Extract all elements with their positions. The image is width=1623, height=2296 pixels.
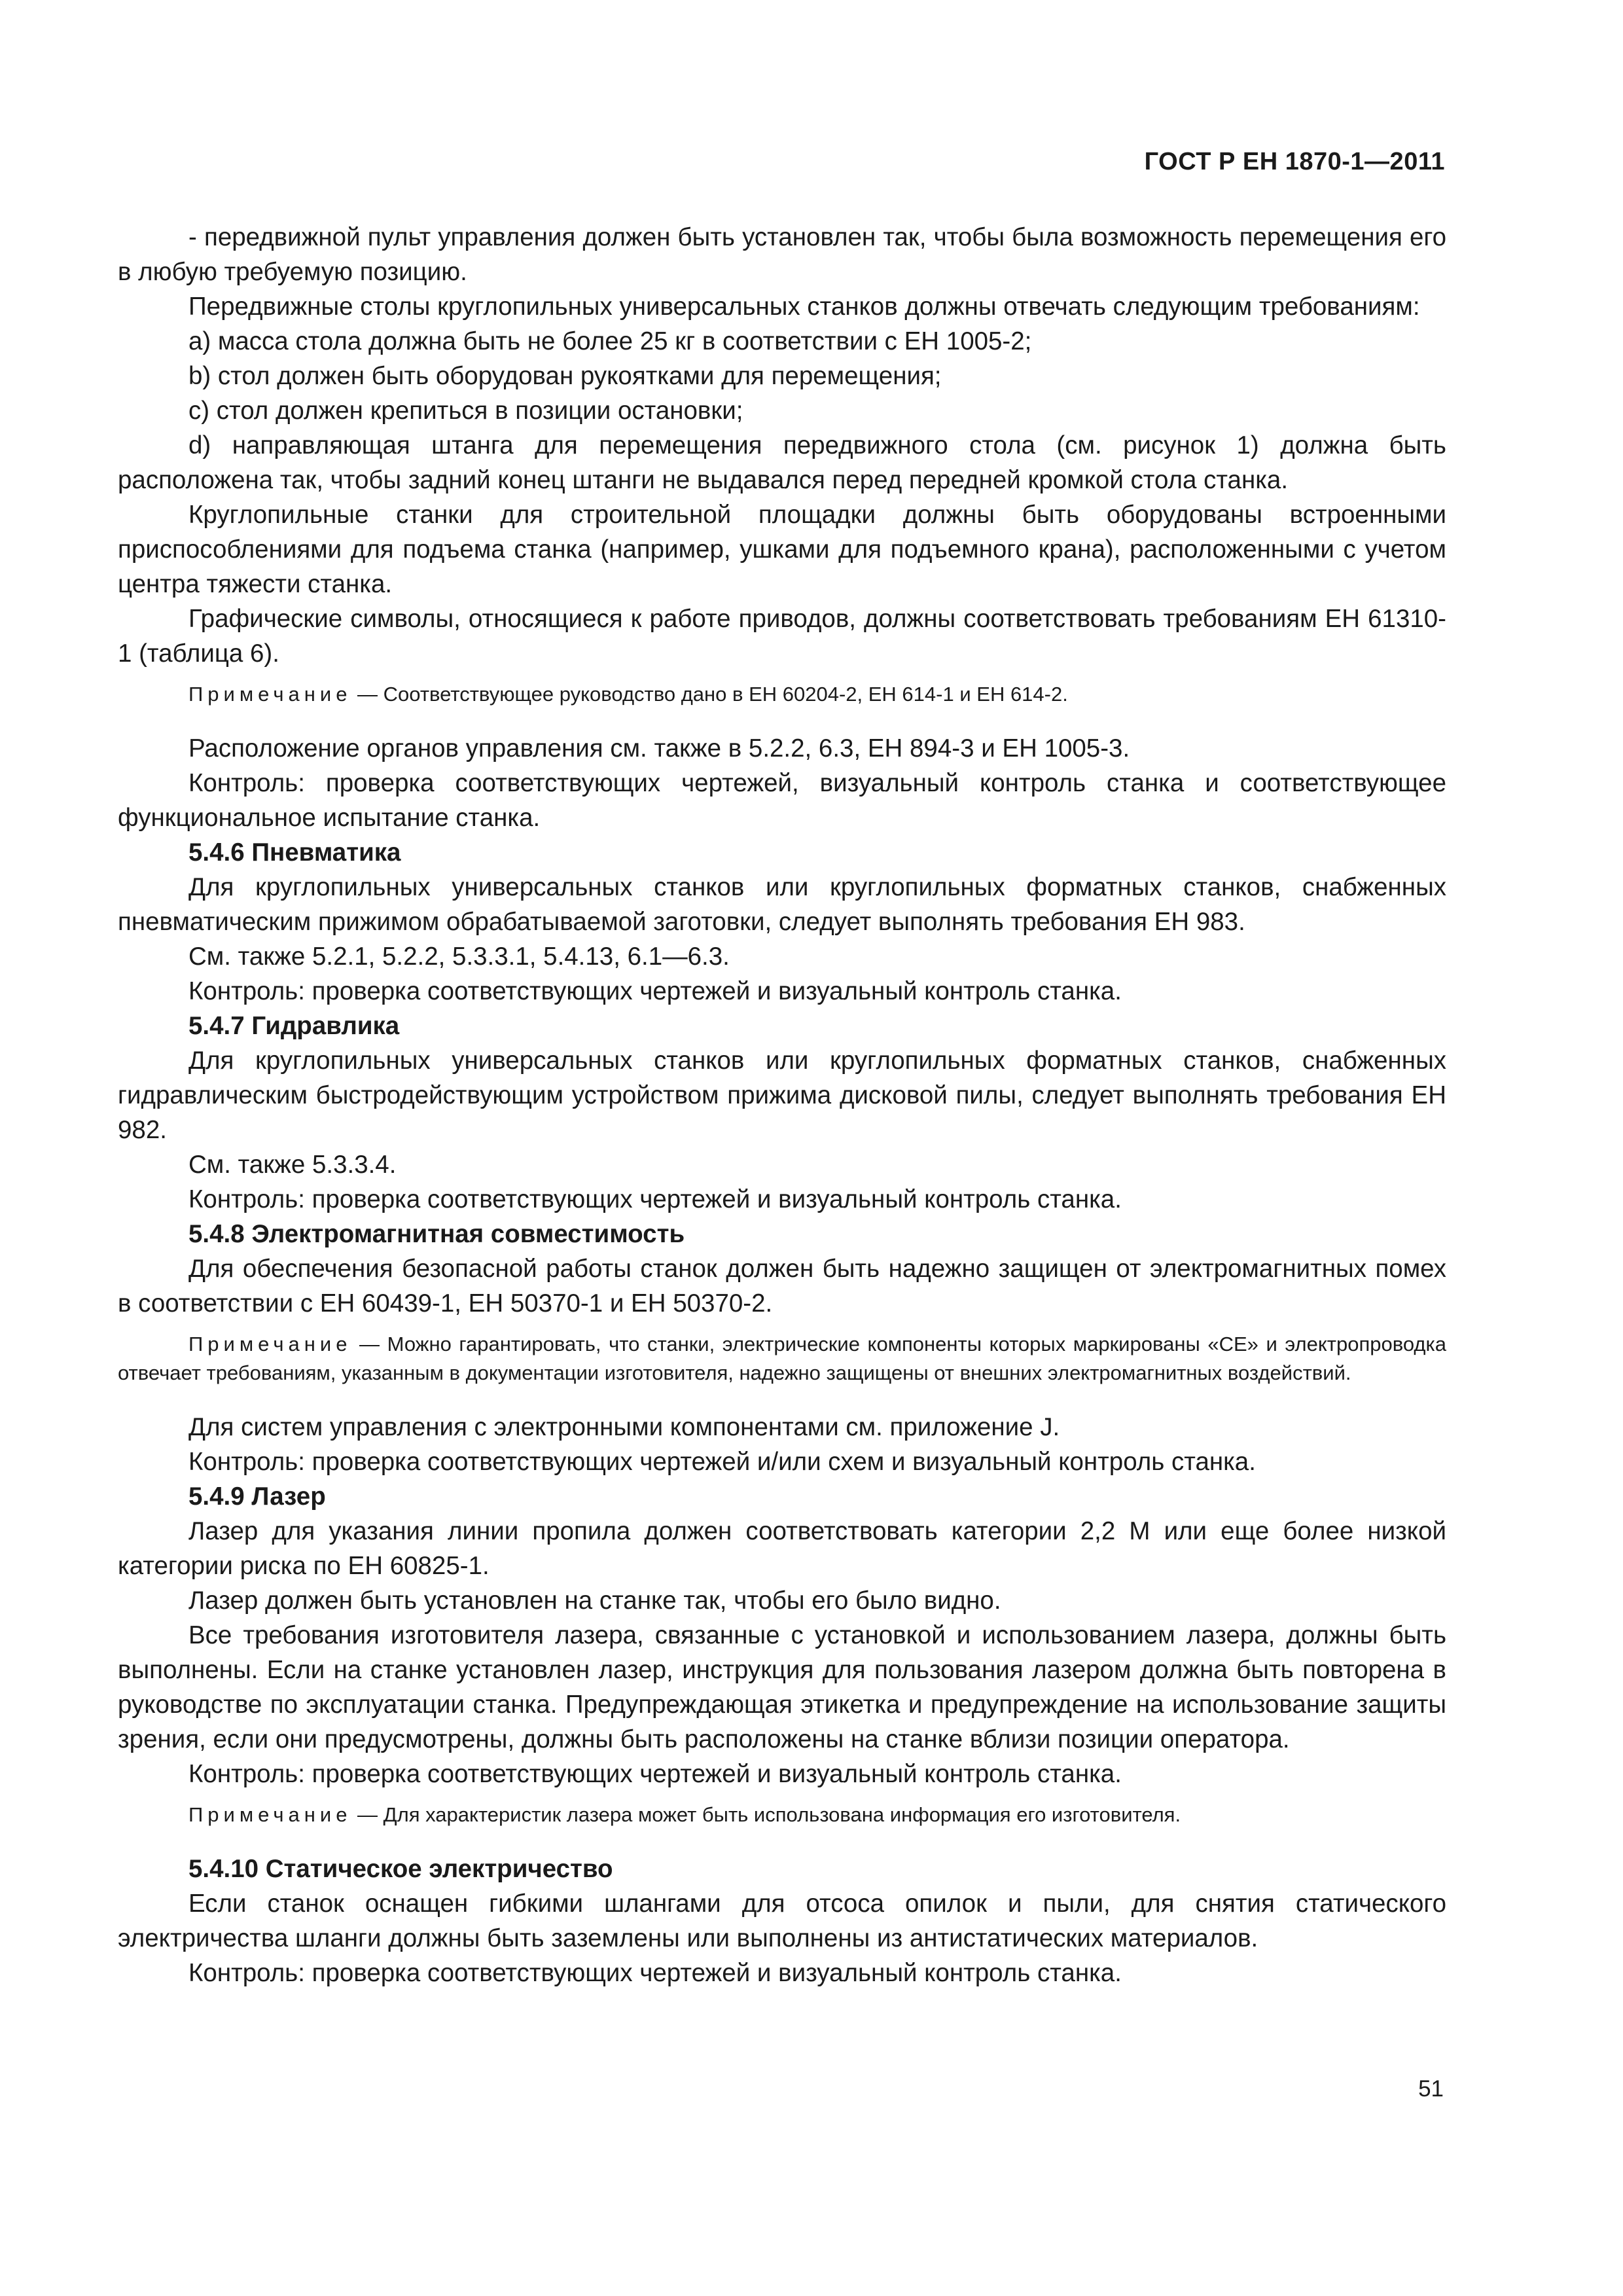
paragraph: Контроль: проверка соответствующих чертежей и визуальный контроль станка. (188, 1959, 1122, 1987)
paragraph: Контроль: проверка соответствующих чертежей и визуальный контроль станка. (188, 1760, 1122, 1788)
paragraph: Лазер должен быть установлен на станке так, чтобы его было видно. (188, 1587, 1001, 1615)
paragraph: Контроль: проверка соответствующих чертежей и/или схем и визуальный контроль станка. (188, 1448, 1256, 1476)
paragraph: Для круглопильных универсальных станков или круглопильных форматных станков, снабженных пневматическим прижимом обрабатываемой заготовки, следует выполнять требования ЕН 983. (118, 873, 1446, 936)
note-text: — Можно гарантировать, что станки, электрические компоненты которых маркированы «СЕ» и электропроводка отвечает требованиям, указанным в документации изготовителя, надежно защищены от внешних электромагнитных воздействий. (118, 1333, 1446, 1384)
note-label: Примечание (188, 683, 352, 706)
note (118, 1801, 1446, 1829)
paragraph: Контроль: проверка соответствующих чертежей, визуальный контроль станка и соответствующее функциональное испытание станка. (118, 769, 1446, 832)
paragraph: Для систем управления с электронными компонентами см. приложение J. (188, 1413, 1060, 1441)
paragraph: Для обеспечения безопасной работы станок должен быть надежно защищен от электромагнитных помех в соответствии с ЕН 60439-1, ЕН 50370-1 и ЕН 50370-2. (118, 1255, 1446, 1318)
paragraph: Лазер для указания линии пропила должен соответствовать категории 2,2 М или еще более низкой категории риска по ЕН 60825-1. (118, 1517, 1446, 1580)
section-heading: 5.4.10 Статическое электричество (188, 1855, 613, 1883)
paragraph: Контроль: проверка соответствующих чертежей и визуальный контроль станка. (188, 977, 1122, 1005)
note (118, 680, 1446, 709)
paragraph: Графические символы, относящиеся к работе приводов, должны соответствовать требованиям ЕН 61310-1 (таблица 6). (118, 605, 1446, 668)
note (118, 1330, 1446, 1388)
paragraph: Круглопильные станки для строительной площадки должны быть оборудованы встроенными приспособлениями для подъема станка (например, ушками для подъемного крана), расположенными с учетом центра тяжести станка. (118, 501, 1446, 598)
list-item: c) стол должен крепиться в позиции остановки; (188, 397, 743, 425)
paragraph: Расположение органов управления см. также в 5.2.2, 6.3, ЕН 894-3 и ЕН 1005-3. (188, 734, 1130, 762)
paragraph: См. также 5.3.3.4. (188, 1151, 397, 1179)
paragraph: См. также 5.2.1, 5.2.2, 5.3.3.1, 5.4.13, 6.1—6.3. (188, 942, 730, 971)
section-heading: 5.4.6 Пневматика (188, 838, 401, 867)
list-item: b) стол должен быть оборудован рукоятками для перемещения; (188, 362, 942, 390)
paragraph: - передвижной пульт управления должен быть установлен так, чтобы была возможность перемещения его в любую требуемую позицию. (118, 223, 1446, 286)
page-number: 51 (1418, 2076, 1444, 2102)
paragraph: Все требования изготовителя лазера, связанные с установкой и использованием лазера, должны быть выполнены. Если на станке установлен лазер, инструкция для пользования лазером должна быть повторена в руководстве по эксплуатации станка. Предупреждающая этикетка и предупреждение на использование защиты зрения, если они предусмотрены, должны быть расположены на станке вблизи позиции оператора. (118, 1621, 1446, 1753)
note-text: — Соответствующее руководство дано в ЕН 60204-2, ЕН 614-1 и ЕН 614-2. (351, 683, 1068, 706)
section-heading: 5.4.9 Лазер (188, 1482, 326, 1511)
note-label: Примечание (188, 1803, 352, 1826)
paragraph: Контроль: проверка соответствующих чертежей и визуальный контроль станка. (188, 1185, 1122, 1213)
paragraph: Передвижные столы круглопильных универсальных станков должны отвечать следующим требованиям: (188, 293, 1420, 321)
list-item: d) направляющая штанга для перемещения передвижного стола (см. рисунок 1) должна быть расположена так, чтобы задний конец штанги не выдавался перед передней кромкой стола станка. (118, 431, 1446, 494)
note-label: Примечание (188, 1333, 352, 1355)
paragraph: Если станок оснащен гибкими шлангами для отсоса опилок и пыли, для снятия статического электричества шланги должны быть заземлены или выполнены из антистатических материалов. (118, 1890, 1446, 1952)
document-body (118, 220, 1446, 1990)
note-text: — Для характеристик лазера может быть использована информация его изготовителя. (351, 1803, 1181, 1826)
list-item: a) масса стола должна быть не более 25 кг в соответствии с ЕН 1005-2; (188, 327, 1032, 355)
paragraph: Для круглопильных универсальных станков или круглопильных форматных станков, снабженных гидравлическим быстродействующим устройством прижима дисковой пилы, следует выполнять требования ЕН 982. (118, 1047, 1446, 1144)
document-header: ГОСТ Р ЕН 1870-1—2011 (1144, 148, 1445, 175)
section-heading: 5.4.8 Электромагнитная совместимость (188, 1220, 685, 1248)
section-heading: 5.4.7 Гидравлика (188, 1012, 400, 1040)
